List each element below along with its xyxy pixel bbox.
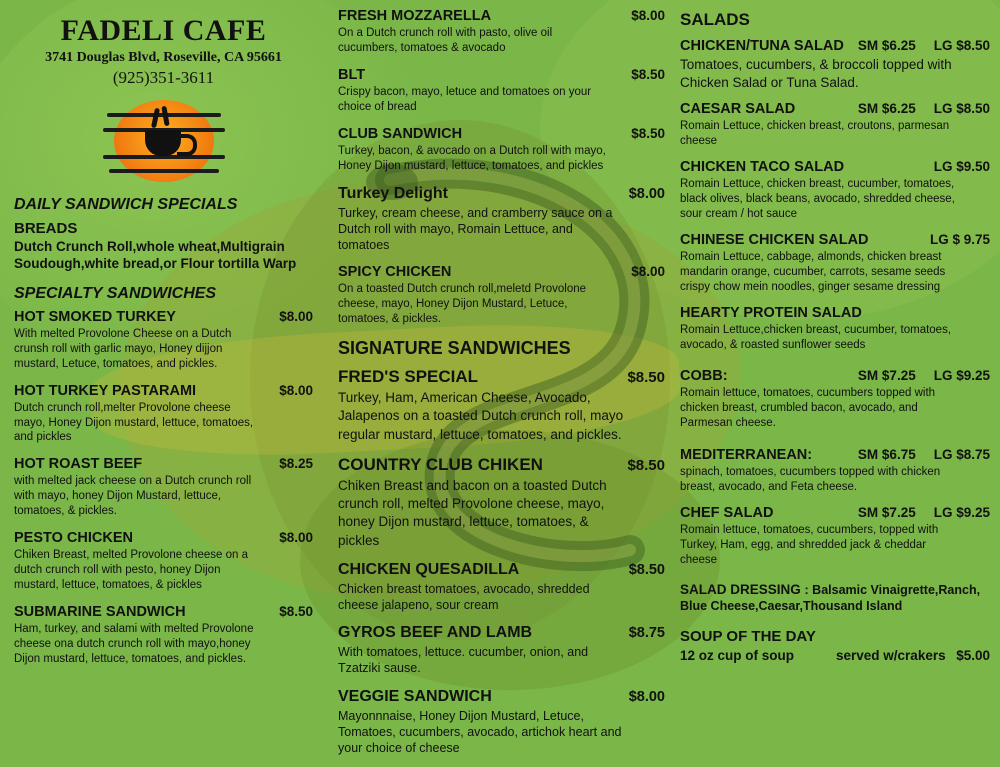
- salad-name: COBB:: [680, 368, 728, 385]
- menu-item-name: HOT TURKEY PASTARAMI: [14, 382, 197, 399]
- menu-item-price: $8.50: [628, 561, 665, 578]
- menu-item-name: PESTO CHICKEN: [14, 530, 133, 547]
- menu-item-description: Chiken Breast and bacon on a toasted Dutch crunch roll, melted Provolone cheese, mayo, honey Dijon mustard, lettuce, tomatoes, & pickles: [338, 477, 607, 548]
- menu-item: [338, 67, 665, 115]
- phone-number: (925)351-3611: [112, 68, 215, 87]
- salad-name: CHICKEN/TUNA SALAD: [680, 38, 844, 54]
- menu-item: [338, 624, 665, 677]
- salad-price-small: SM $6.25: [857, 101, 916, 117]
- salad-description: Romain lettuce, tomatoes, cucumbers topped with chicken breast, crumbled bacon, avocado, and Parmesan cheese.: [680, 387, 936, 430]
- menu-item-price: $8.00: [628, 185, 665, 202]
- menu-item-description: Mayonnnaise, Honey Dijon Mustard, Letuce, Tomatoes, cucumbers, avocado, artichok heart and your choice of cheese: [338, 708, 622, 756]
- menu-item-price: $8.50: [279, 604, 313, 619]
- menu-item-name: COUNTRY CLUB CHIKEN: [338, 454, 543, 474]
- salad-price-large: LG $8.75: [933, 447, 990, 463]
- menu-item: [338, 185, 665, 254]
- menu-item-description: Turkey, Ham, American Cheese, Avocado, Jalapenos on a toasted Dutch crunch roll, mayo regular mustard, lettuce, tomatoes, and pickles.: [338, 390, 624, 442]
- menu-item: [14, 309, 313, 372]
- salad-description: Romain Lettuce, chicken breast, croutons, parmesan cheese: [680, 120, 950, 148]
- specialty-sandwiches-heading: SPECIALTY SANDWICHES: [14, 284, 217, 302]
- menu-item: [338, 367, 665, 444]
- menu-item-name: SUBMARINE SANDWICH: [14, 604, 186, 620]
- salad-dressing-options: : Balsamic Vinaigrette,Ranch, Blue Cheese,Caesar,Thousand Island: [680, 582, 981, 614]
- menu-item-price: $8.25: [279, 456, 313, 472]
- menu-item-price: $8.00: [631, 264, 665, 280]
- salad-item: [680, 447, 990, 495]
- salad-description: Romain Lettuce, cabbage, almonds, chicken breast mandarin orange, cucumber, carrots, sesame seeds crispy chow mein noodles, ginger sesame dressing: [680, 250, 946, 293]
- salad-item: [680, 101, 990, 149]
- menu-item: [338, 688, 665, 757]
- menu-item-name: HOT ROAST BEEF: [14, 456, 143, 473]
- salad-item: [680, 368, 990, 431]
- menu-item-price: $8.00: [279, 530, 313, 546]
- soup-of-the-day-row: [680, 648, 990, 663]
- menu-item-name: SPICY CHICKEN: [338, 264, 452, 281]
- breads-list: Dutch Crunch Roll,whole wheat,Multigrain Soudough,white bread,or Flour tortilla Warp: [14, 239, 297, 271]
- menu-item-price: $8.50: [631, 125, 665, 141]
- salad-dressing-heading: [680, 582, 990, 615]
- menu-item: [338, 455, 665, 550]
- salad-name: MEDITERRANEAN:: [680, 447, 813, 464]
- salad-price-small: SM $6.25: [857, 38, 916, 53]
- salad-price-large: LG $8.50: [933, 101, 990, 117]
- middle-column: [330, 0, 675, 767]
- salad-item: [680, 232, 990, 295]
- menu-item: [14, 383, 313, 446]
- salad-price-large: LG $ 9.75: [929, 231, 990, 247]
- salad-description: spinach, tomatoes, cucumbers topped with chicken breast, avocado, and Feta cheese.: [680, 466, 941, 494]
- menu-item-price: $8.50: [627, 369, 665, 387]
- salad-price-small: SM $6.75: [857, 447, 916, 463]
- soup-note: served w/crakers: [836, 648, 946, 664]
- menu-item-name: VEGGIE SANDWICH: [338, 687, 492, 705]
- salad-name: CHEF SALAD: [680, 505, 774, 522]
- salad-name: CAESAR SALAD: [680, 101, 796, 118]
- menu-item-price: $8.00: [279, 308, 313, 324]
- salad-name: CHINESE CHICKEN SALAD: [680, 231, 869, 248]
- menu-item-price: $8.50: [627, 456, 665, 474]
- salad-item: [680, 305, 990, 353]
- menu-item: [338, 126, 665, 174]
- breads-heading: BREADS: [14, 220, 78, 237]
- salad-description: Romain lettuce, tomatoes, cucumbers, topped with Turkey, Ham, egg, and shredded jack & cheddar cheese: [680, 524, 939, 567]
- menu-item: [14, 456, 313, 519]
- salad-name: CHICKEN TACO SALAD: [680, 158, 845, 175]
- coffee-cup-sunrise-logo-icon: [101, 92, 227, 184]
- menu-item-price: $8.00: [628, 688, 665, 705]
- salad-price-large: LG $9.25: [933, 505, 990, 521]
- menu-item-description: Turkey, bacon, & avocado on a Dutch roll with mayo, Honey Dijon mustard, lettuce, tomatoes, and pickles: [338, 144, 606, 172]
- menu-item-description: Dutch crunch roll,melter Provolone cheese mayo, Honey Dijon mustard, lettuce, tomatoes, and pickles: [14, 401, 254, 444]
- salad-price-large: LG $8.50: [933, 38, 990, 53]
- menu-item-name: BLT: [338, 66, 366, 83]
- menu-item-price: $8.00: [631, 8, 665, 23]
- salad-description: Romain Lettuce,chicken breast, cucumber, tomatoes, avocado, & roasted sunflower seeds: [680, 323, 952, 351]
- salad-item: [680, 38, 990, 91]
- menu-item: [338, 8, 665, 56]
- salad-price-large: LG $9.50: [933, 158, 990, 174]
- soup-size: 12 oz cup of soup: [680, 648, 795, 664]
- soup-of-the-day-heading: SOUP OF THE DAY: [680, 628, 816, 646]
- address-line: 3741 Douglas Blvd, Roseville, CA 95661: [45, 50, 282, 65]
- menu-item: [14, 604, 313, 667]
- page-title: FADELI CAFE: [60, 14, 267, 47]
- menu-item-name: GYROS BEEF AND LAMB: [338, 624, 533, 642]
- menu-item-description: Turkey, cream cheese, and cramberry sauce on a Dutch roll with mayo, Romain Lettuce, and tomatoes: [338, 205, 613, 253]
- menu-item: [338, 264, 665, 327]
- menu-item-name: HOT SMOKED TURKEY: [14, 308, 176, 325]
- menu-item-description: with melted jack cheese on a Dutch crunch roll with mayo, honey Dijon Mustard, lettuce, tomatoes, & pickles.: [14, 475, 252, 518]
- menu-item-description: On a toasted Dutch crunch roll,meletd Provolone cheese, mayo, Honey Dijon Mustard, Letuce, tomatoes, & pickles.: [338, 283, 587, 326]
- menu-item-description: With tomatoes, lettuce. cucumber, onion, and Tzatziki sause.: [338, 645, 589, 676]
- menu-item: [14, 530, 313, 593]
- salad-dressing-label: SALAD DRESSING: [680, 581, 801, 597]
- menu-item-price: $8.75: [628, 625, 665, 642]
- salad-price-large: LG $9.25: [933, 368, 990, 384]
- menu-item-description: Chiken Breast, melted Provolone cheese on a dutch crunch roll with pesto, honey Dijon mustard, lettuce, tomatoes, & pickles: [14, 549, 248, 592]
- daily-specials-heading: DAILY SANDWICH SPECIALS: [14, 196, 238, 213]
- menu-item-price: $8.50: [631, 66, 665, 82]
- salads-heading: SALADS: [680, 10, 750, 29]
- menu-item-description: With melted Provolone Cheese on a Dutch crunsh roll with garlic mayo, Honey dijjon mustard, Letuce, tomatoes, and pickles.: [14, 327, 232, 370]
- left-column: [0, 0, 325, 678]
- salad-price-small: SM $7.25: [857, 368, 916, 384]
- right-column: [672, 0, 1000, 663]
- salad-name: HEARTY PROTEIN SALAD: [680, 304, 862, 321]
- menu-item-price: $8.00: [279, 382, 313, 398]
- salad-description: Tomatoes, cucumbers, & broccoli topped with Chicken Salad or Tuna Salad.: [680, 57, 952, 90]
- soup-price: $5.00: [956, 648, 990, 664]
- menu-item-name: CHICKEN QUESADILLA: [338, 560, 520, 578]
- salad-item: [680, 505, 990, 568]
- menu-item-name: FRESH MOZZARELLA: [338, 8, 492, 24]
- menu-item-description: Chicken breast tomatoes, avocado, shredded cheese jalapeno, sour cream: [338, 581, 590, 612]
- menu-item: [338, 561, 665, 614]
- menu-item-name: FRED'S SPECIAL: [338, 367, 479, 387]
- salad-description: Romain Lettuce, chicken breast, cucumber, tomatoes, black olives, black beans, avocado, shredded cheese, sour cream / hot sauce: [680, 177, 955, 220]
- menu-item-name: Turkey Delight: [338, 184, 448, 202]
- menu-item-name: CLUB SANDWICH: [338, 125, 463, 142]
- signature-sandwiches-heading: SIGNATURE SANDWICHES: [338, 338, 571, 359]
- menu-item-description: Ham, turkey, and salami with melted Provolone cheese ona dutch crunch roll with mayo,honey Dijon mustard, lettuce, tomatoes, and pickles.: [14, 623, 254, 665]
- menu-item-description: On a Dutch crunch roll with pasto, olive oil cucumbers, tomatoes & avocado: [338, 27, 553, 54]
- menu-item-description: Crispy bacon, mayo, letuce and tomatoes on your choice of bread: [338, 85, 592, 113]
- salad-item: [680, 159, 990, 222]
- salad-price-small: SM $7.25: [857, 505, 916, 521]
